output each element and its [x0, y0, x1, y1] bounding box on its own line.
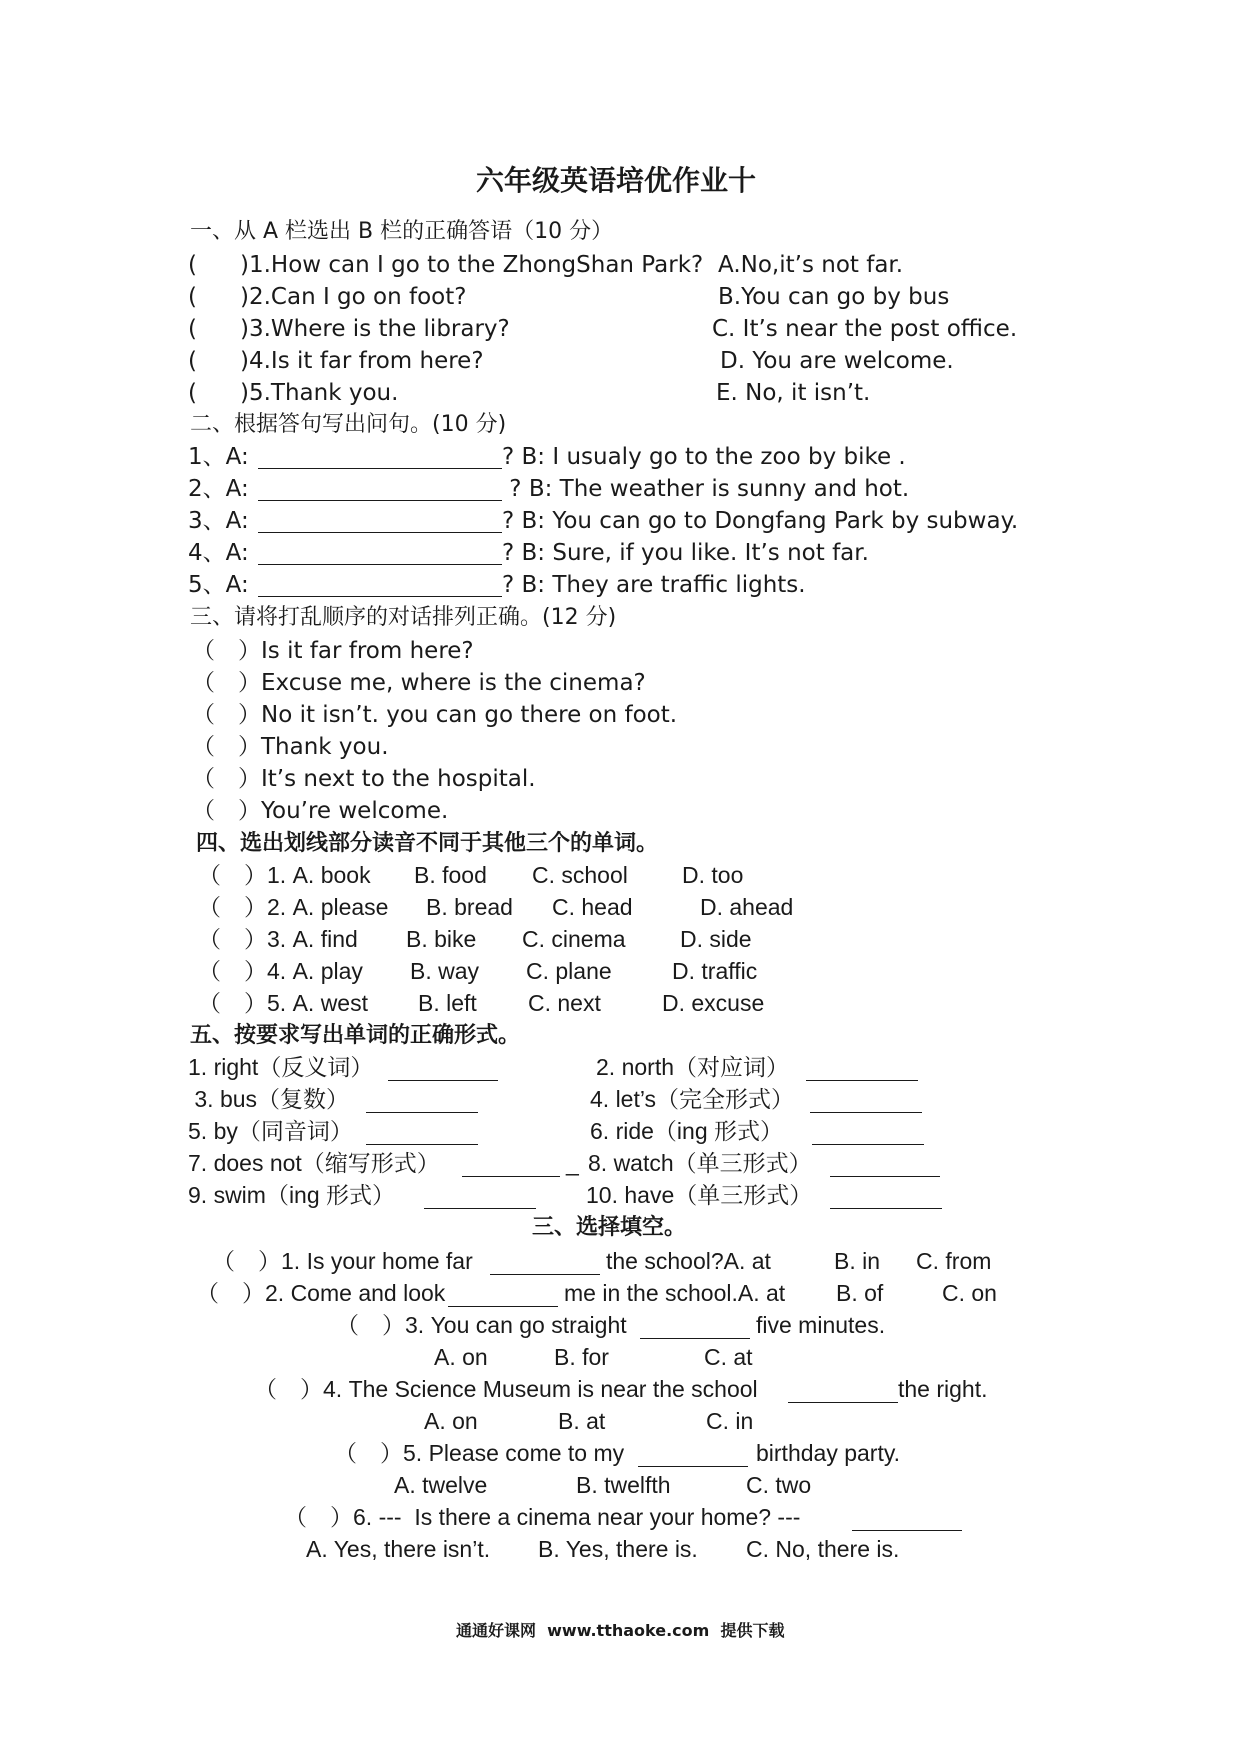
choice-option: C. two — [746, 1472, 812, 1498]
phonics-row: （ ）2. A. please — [198, 894, 389, 920]
page-title: 六年级英语培优作业十 — [476, 164, 757, 197]
match-question: )1.How can I go to the ZhongShan Park? — [240, 252, 704, 278]
word-form-prompt: 10. have（单三形式） — [586, 1182, 813, 1208]
word-form-prompt: 4. let’s（完全形式） — [590, 1086, 795, 1112]
choice-option: B. in — [834, 1248, 881, 1274]
qa-number: 3、A: — [188, 508, 249, 534]
word-form-blank[interactable] — [366, 1122, 478, 1145]
section-4-heading: 四、选出划线部分读音不同于其他三个的单词。 — [196, 830, 659, 856]
phonics-option: D. side — [680, 926, 752, 952]
word-form-blank[interactable] — [812, 1122, 924, 1145]
match-question: )3.Where is the library? — [240, 316, 510, 342]
choice-question: （ ）3. You can go straight — [336, 1312, 627, 1338]
choice-blank[interactable] — [788, 1380, 898, 1403]
match-answer: E. No, it isn’t. — [716, 380, 871, 406]
phonics-option: B. bread — [426, 894, 513, 920]
answer-blank[interactable] — [258, 446, 502, 469]
choice-option: C. No, there is. — [746, 1536, 900, 1562]
match-paren: ( — [188, 348, 197, 374]
word-form-blank[interactable] — [462, 1154, 560, 1177]
choice-option: A. on — [424, 1408, 478, 1434]
choice-option: A. on — [434, 1344, 488, 1370]
word-form-blank[interactable] — [806, 1058, 918, 1081]
choice-option: A. Yes, there isn’t. — [306, 1536, 491, 1562]
choice-option: C. from — [916, 1248, 992, 1274]
qa-answer: ? B: You can go to Dongfang Park by subway. — [502, 508, 1019, 534]
match-paren: ( — [188, 284, 197, 310]
answer-blank[interactable] — [258, 478, 502, 501]
qa-answer: ? B: The weather is sunny and hot. — [502, 476, 910, 502]
qa-number: 5、A: — [188, 572, 249, 598]
match-paren: ( — [188, 316, 197, 342]
match-question: )4.Is it far from here? — [240, 348, 484, 374]
choice-blank[interactable] — [852, 1508, 962, 1531]
phonics-row: （ ）3. A. find — [198, 926, 358, 952]
match-question: )5.Thank you. — [240, 380, 399, 406]
match-answer: C. It’s near the post office. — [712, 316, 1018, 342]
section-5-heading: 五、按要求写出单词的正确形式。 — [190, 1022, 521, 1048]
choice-question-tail: me in the school.A. at — [564, 1280, 786, 1306]
answer-blank[interactable] — [258, 574, 502, 597]
choice-option: C. on — [942, 1280, 997, 1306]
dialogue-line: （ ）Is it far from here? — [192, 638, 474, 664]
choice-option: C. in — [706, 1408, 754, 1434]
word-form-prompt: 6. ride（ing 形式） — [590, 1118, 784, 1144]
choice-option: B. twelfth — [576, 1472, 671, 1498]
choice-blank[interactable] — [638, 1444, 748, 1467]
word-form-prompt: 2. north（对应词） — [596, 1054, 789, 1080]
choice-blank[interactable] — [640, 1316, 750, 1339]
section-1-heading: 一、从 A 栏选出 B 栏的正确答语（10 分） — [190, 219, 614, 244]
section-3-heading: 三、请将打乱顺序的对话排列正确。(12 分) — [190, 605, 617, 630]
footer-credit: 通通好课网 www.tthaoke.com 提供下载 — [456, 1621, 785, 1640]
word-form-prompt: 5. by（同音词） — [188, 1118, 353, 1144]
section-6-heading: 三、选择填空。 — [532, 1214, 687, 1240]
choice-question-tail: five minutes. — [756, 1312, 886, 1338]
word-form-prompt: 7. does not（缩写形式） — [188, 1150, 440, 1176]
phonics-option: B. bike — [406, 926, 477, 952]
word-form-blank[interactable] — [810, 1090, 922, 1113]
qa-number: 1、A: — [188, 444, 249, 470]
phonics-row: （ ）5. A. west — [198, 990, 368, 1016]
match-answer: B.You can go by bus — [718, 284, 950, 310]
match-answer: A.No,it’s not far. — [718, 252, 904, 278]
choice-question: （ ）5. Please come to my — [334, 1440, 625, 1466]
qa-answer: ? B: Sure, if you like. It’s not far. — [502, 540, 869, 566]
match-question: )2.Can I go on foot? — [240, 284, 467, 310]
word-form-blank[interactable] — [424, 1186, 536, 1209]
section-2-heading: 二、根据答句写出问句。(10 分) — [190, 412, 507, 437]
phonics-option: D. ahead — [700, 894, 794, 920]
match-paren: ( — [188, 380, 197, 406]
word-form-prompt: 8. watch（单三形式） — [588, 1150, 812, 1176]
choice-blank[interactable] — [490, 1252, 600, 1275]
qa-number: 2、A: — [188, 476, 249, 502]
word-form-separator: _ — [566, 1150, 579, 1176]
word-form-blank[interactable] — [366, 1090, 478, 1113]
choice-option: C. at — [704, 1344, 753, 1370]
phonics-option: B. left — [418, 990, 477, 1016]
phonics-row: （ ）4. A. play — [198, 958, 363, 984]
dialogue-line: （ ）You’re welcome. — [192, 798, 449, 824]
word-form-prompt: 1. right（反义词） — [188, 1054, 374, 1080]
word-form-prompt: 9. swim（ing 形式） — [188, 1182, 396, 1208]
phonics-row: （ ）1. A. book — [198, 862, 371, 888]
phonics-option: C. cinema — [522, 926, 626, 952]
match-answer: D. You are welcome. — [720, 348, 954, 374]
choice-question-tail: birthday party. — [756, 1440, 901, 1466]
choice-question: （ ）6. --- Is there a cinema near your home? --- — [284, 1504, 801, 1530]
choice-option: B. Yes, there is. — [538, 1536, 698, 1562]
word-form-prompt: 3. bus（复数） — [188, 1086, 350, 1112]
choice-option: B. for — [554, 1344, 609, 1370]
word-form-blank[interactable] — [830, 1154, 940, 1177]
word-form-blank[interactable] — [830, 1186, 942, 1209]
dialogue-line: （ ）No it isn’t. you can go there on foot. — [192, 702, 678, 728]
word-form-blank[interactable] — [388, 1058, 498, 1081]
choice-blank[interactable] — [448, 1284, 558, 1307]
dialogue-line: （ ）Thank you. — [192, 734, 389, 760]
choice-question-tail: the school?A. at — [606, 1248, 771, 1274]
phonics-option: D. too — [682, 862, 744, 888]
choice-option: B. of — [836, 1280, 884, 1306]
qa-number: 4、A: — [188, 540, 249, 566]
choice-option: B. at — [558, 1408, 606, 1434]
dialogue-line: （ ）It’s next to the hospital. — [192, 766, 536, 792]
qa-answer: ? B: They are traffic lights. — [502, 572, 806, 598]
match-paren: ( — [188, 252, 197, 278]
phonics-option: C. head — [552, 894, 633, 920]
answer-blank[interactable] — [258, 542, 502, 565]
qa-answer: ? B: I usualy go to the zoo by bike . — [502, 444, 906, 470]
choice-question: （ ）1. Is your home far — [212, 1248, 473, 1274]
phonics-option: D. traffic — [672, 958, 758, 984]
answer-blank[interactable] — [258, 510, 502, 533]
choice-question-tail: the right. — [898, 1376, 988, 1402]
choice-question: （ ）4. The Science Museum is near the school — [254, 1376, 758, 1402]
phonics-option: C. next — [528, 990, 601, 1016]
phonics-option: D. excuse — [662, 990, 765, 1016]
dialogue-line: （ ）Excuse me, where is the cinema? — [192, 670, 646, 696]
phonics-option: B. way — [410, 958, 480, 984]
phonics-option: C. plane — [526, 958, 612, 984]
phonics-option: C. school — [532, 862, 628, 888]
choice-option: A. twelve — [394, 1472, 488, 1498]
phonics-option: B. food — [414, 862, 487, 888]
choice-question: （ ）2. Come and look — [196, 1280, 446, 1306]
